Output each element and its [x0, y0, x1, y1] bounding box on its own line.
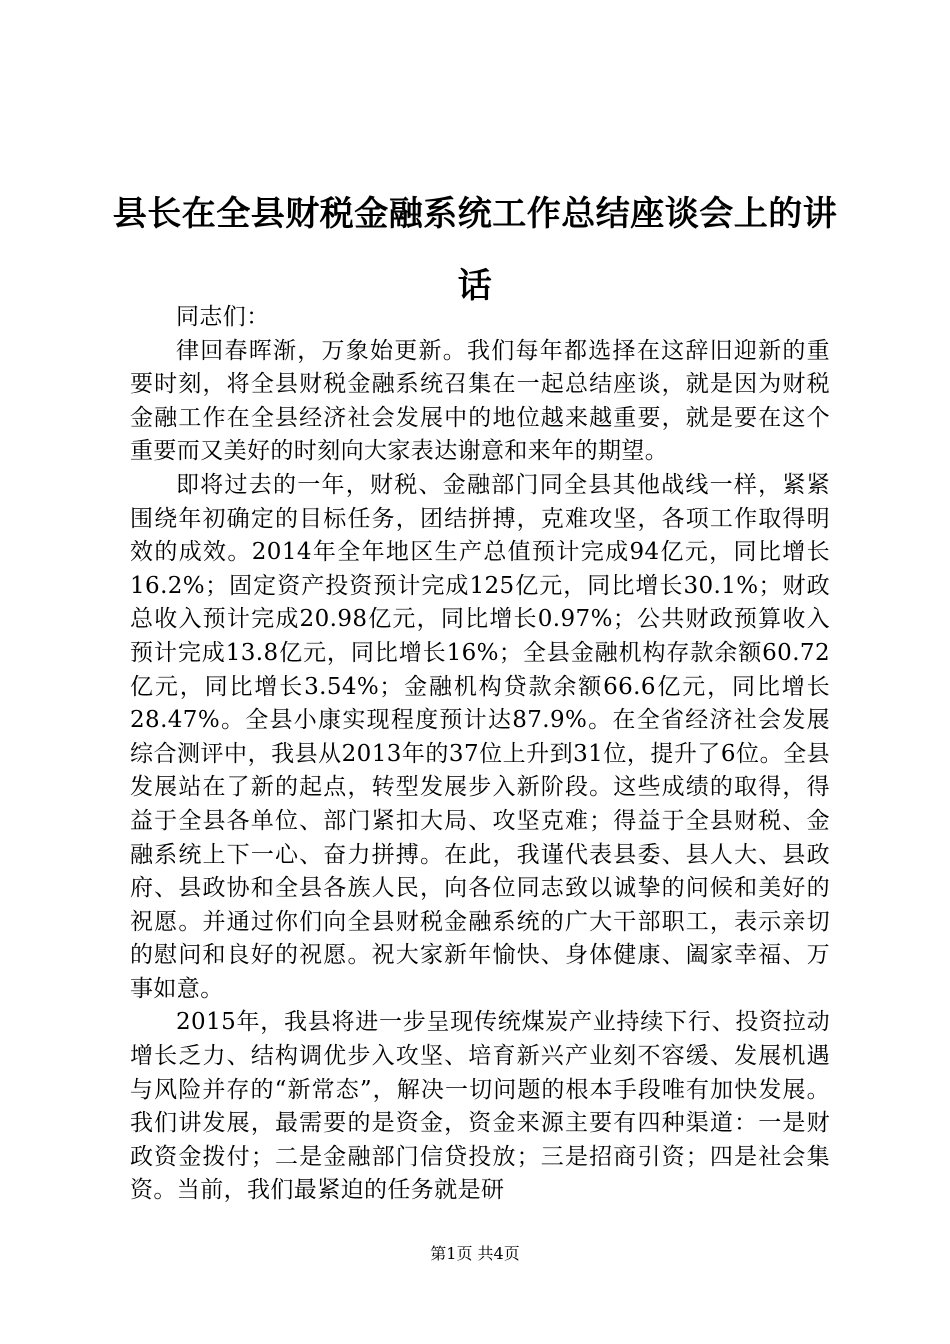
salutation: 同志们： [176, 304, 270, 330]
page-footer [0, 1244, 950, 1264]
paragraph: 律回春晖渐，万象始更新。我们每年都选择在这辞旧迎新的重要时刻，将全县财税金融系统召集在一起总结座谈，就是因为财税金融工作在全县经济社会发展中的地位越来越重要，就是要在这个重要而又美好的时刻向大家表达谢意和来年的期望。 [130, 337, 830, 465]
paragraph: 2015年，我县将进一步呈现传统煤炭产业持续下行、投资拉动增长乏力、结构调优步入攻坚、培育新兴产业刻不容缓、发展机遇与风险并存的“新常态”，解决一切问题的根本手段唯有加快发展。我们讲发展，最需要的是资金，资金来源主要有四种渠道：一是财政资金拨付；二是金融部门信贷投放；三是招商引资；四是社会集资。当前，我们最紧迫的任务就是研 [130, 1009, 830, 1204]
document-title: 县长在全县财税金融系统工作总结座谈会上的讲话 [112, 194, 838, 306]
document-body [130, 301, 830, 1208]
paragraph: 即将过去的一年，财税、金融部门同全县其他战线一样，紧紧围绕年初确定的目标任务，团结拼搏，克难攻坚，各项工作取得明效的成效。2014年全年地区生产总值预计完成94亿元，同比增长16.2%；固定资产投资预计完成125亿元，同比增长30.1%；财政总收入预计完成20.98亿元，同比增长0.97%；公共财政预算收入预计完成13.8亿元，同比增长16%；全县金融机构存款余额60.72亿元，同比增长3.54%；金融机构贷款余额66.6亿元，同比增长28.47%。全县小康实现程度预计达87.9%。在全省经济社会发展综合测评中，我县从2013年的37位上升到31位，提升了6位。全县发展站在了新的起点，转型发展步入新阶段。这些成绩的取得，得益于全县各单位、部门紧扣大局、攻坚克难；得益于全县财税、金融系统上下一心、奋力拼搏。在此，我谨代表县委、县人大、县政府、县政协和全县各族人民，向各位同志致以诚挚的问候和美好的祝愿。并通过你们向全县财税金融系统的广大干部职工，表示亲切的慰问和良好的祝愿。祝大家新年愉快、身体健康、阖家幸福、万事如意。 [130, 471, 830, 1002]
page-number: 第1页 共4页 [430, 1244, 520, 1263]
